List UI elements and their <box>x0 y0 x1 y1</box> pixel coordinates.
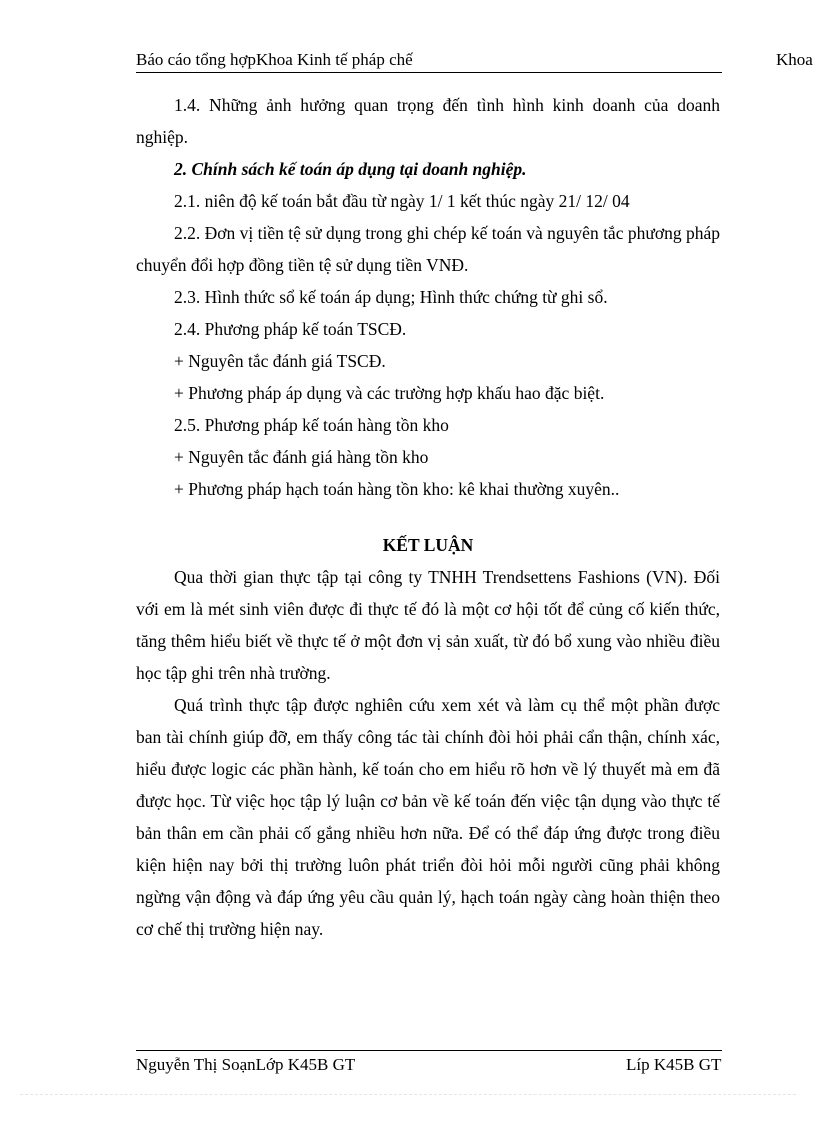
header-title: Báo cáo tổng hợpKhoa Kinh tế pháp chế <box>136 50 413 69</box>
paragraph-2-4: 2.4. Phương pháp kế toán TSCĐ. <box>174 319 407 339</box>
paragraph-2-5: 2.5. Phương pháp kế toán hàng tồn kho <box>174 415 449 435</box>
bullet-inventory-accounting: + Phương pháp hạch toán hàng tồn kho: kê khai thường xuyên.. <box>174 479 620 499</box>
conclusion-paragraph-2: Quá trình thực tập được nghiên cứu xem xét và làm cụ thể một phần được ban tài chính giúp đỡ, em thấy công tác tài chính đòi hỏi phải cẩn thận, chính xác, hiểu được logic các phần hành, kế toán cho em hiểu rõ hơn về lý thuyết mà em đã được học. Từ việc học tập lý luận cơ bản về kế toán đến việc tận dụng vào thực tế bản thân em cần phải cố gắng nhiều hơn nữa. Để có thể đáp ứng được trong điều kiện hiện nay bởi thị trường luôn phát triển đòi hỏi mỗi người cũng phải không ngừng vận động và đáp ứng yêu cầu quản lý, hạch toán ngày càng hoàn thiện theo cơ chế thị trường hiện nay. <box>136 695 720 939</box>
footer-divider <box>136 1050 722 1051</box>
bullet-depreciation: + Phương pháp áp dụng và các trường hợp khấu hao đặc biệt. <box>174 383 605 403</box>
conclusion-title: KẾT LUẬN <box>382 535 474 555</box>
section-heading-2: 2. Chính sách kế toán áp dụng tại doanh nghiệp. <box>174 159 527 179</box>
header-right-text: Khoa <box>776 50 813 69</box>
page-header <box>136 48 722 73</box>
footer-author: Nguyễn Thị SoạnLớp K45B GT <box>136 1055 356 1074</box>
footer-class: Líp K45B GT <box>626 1055 722 1074</box>
paragraph-2-2: 2.2. Đơn vị tiền tệ sử dụng trong ghi chép kế toán và nguyên tắc phương pháp chuyển đổi hợp đồng tiền tệ sử dụng tiền VNĐ. <box>136 223 720 275</box>
paragraph-2-1: 2.1. niên độ kế toán bắt đầu từ ngày 1/ 1 kết thúc ngày 21/ 12/ 04 <box>174 191 630 211</box>
page-edge-divider <box>20 1094 796 1095</box>
paragraph-2-3: 2.3. Hình thức sổ kế toán áp dụng; Hình thức chứng từ ghi sổ. <box>174 287 608 307</box>
bullet-inventory-valuation: + Nguyên tắc đánh giá hàng tồn kho <box>174 447 429 467</box>
bullet-tscd-valuation: + Nguyên tắc đánh giá TSCĐ. <box>174 351 386 371</box>
paragraph-1-4: 1.4. Những ảnh hưởng quan trọng đến tình hình kinh doanh của doanh nghiệp. <box>136 95 720 147</box>
conclusion-paragraph-1: Qua thời gian thực tập tại công ty TNHH Trendsettens Fashions (VN). Đối với em là mét sinh viên được đi thực tế đó là một cơ hội tốt để củng cố kiến thức, tăng thêm hiểu biết về thực tế ở một đơn vị sản xuất, từ đó bổ xung vào nhiều điều học tập ghi trên nhà trường. <box>136 567 720 683</box>
document-body <box>136 89 720 945</box>
